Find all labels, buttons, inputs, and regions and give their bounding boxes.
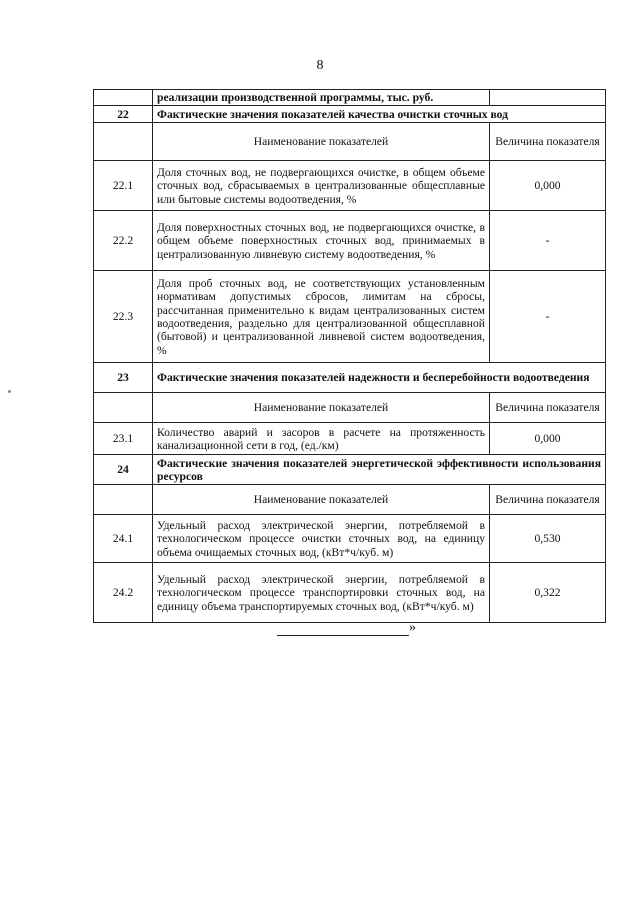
column-header-name: Наименование показателей bbox=[153, 485, 490, 515]
section-number: 22 bbox=[94, 106, 153, 123]
document-end-mark bbox=[277, 620, 416, 636]
section-title: Фактические значения показателей энергетической эффективности использования ресурсов bbox=[153, 455, 606, 485]
table-row bbox=[94, 161, 606, 211]
section-header-row bbox=[94, 455, 606, 485]
empty-cell bbox=[94, 393, 153, 423]
row-number: 22.2 bbox=[94, 211, 153, 271]
column-header-name: Наименование показателей bbox=[153, 393, 490, 423]
row-text: Удельный расход электрической энергии, потребляемой в технологическом процессе транспортировки сточных вод, на единицу объема транспортируемых сточных вод, (кВт*ч/куб. м) bbox=[153, 563, 490, 623]
row-number: 24.1 bbox=[94, 515, 153, 563]
row-value: 0,000 bbox=[490, 161, 606, 211]
page-number: 8 bbox=[316, 58, 324, 73]
row-text: Удельный расход электрической энергии, потребляемой в технологическом процессе очистки сточных вод, на единицу объема очищаемых сточных вод, (кВт*ч/куб. м) bbox=[153, 515, 490, 563]
closing-rule bbox=[277, 621, 409, 636]
row-number: 22.3 bbox=[94, 271, 153, 363]
row-value: 0,322 bbox=[490, 563, 606, 623]
section-header-row bbox=[94, 363, 606, 393]
column-header-name: Наименование показателей bbox=[153, 123, 490, 161]
row-text: Доля сточных вод, не подвергающихся очистке, в общем объеме сточных вод, сбрасываемых в централизованные общесплавные или бытовые системы водоотведения, % bbox=[153, 161, 490, 211]
row-value: - bbox=[490, 271, 606, 363]
section-title: Фактические значения показателей надежности и бесперебойности водоотведения bbox=[153, 363, 606, 393]
section-number: 24 bbox=[94, 455, 153, 485]
section-title: Фактические значения показателей качества очистки сточных вод bbox=[153, 106, 606, 123]
row-text: Доля проб сточных вод, не соответствующих установленным нормативам допустимых сбросов, лимитам на сбросы, рассчитанная применительно к видам централизованных систем водоотведения, раздельно для централизованной общесплавной (бытовой) и централизованной ливневой систем водоотведения, % bbox=[153, 271, 490, 363]
continuation-text: реализации производственной программы, тыс. руб. bbox=[153, 90, 490, 106]
row-text: Количество аварий и засоров в расчете на протяженность канализационной сети в год, (ед./км) bbox=[153, 423, 490, 455]
row-number-cell bbox=[94, 90, 153, 106]
row-number: 24.2 bbox=[94, 563, 153, 623]
column-header-row bbox=[94, 393, 606, 423]
row-text: Доля поверхностных сточных вод, не подвергающихся очистке, в общем объеме поверхностных сточных вод, принимаемых в централизованную ливневую систему водоотведения, % bbox=[153, 211, 490, 271]
closing-quote: » bbox=[409, 620, 416, 635]
column-header-value: Величина показателя bbox=[490, 123, 606, 161]
row-value: 0,530 bbox=[490, 515, 606, 563]
margin-dot bbox=[8, 390, 11, 393]
table-row bbox=[94, 211, 606, 271]
row-number: 22.1 bbox=[94, 161, 153, 211]
section-number: 23 bbox=[94, 363, 153, 393]
column-header-value: Величина показателя bbox=[490, 393, 606, 423]
table-row bbox=[94, 423, 606, 455]
table-row bbox=[94, 271, 606, 363]
row-value: - bbox=[490, 211, 606, 271]
empty-cell bbox=[94, 485, 153, 515]
row-value: 0,000 bbox=[490, 423, 606, 455]
table-row bbox=[94, 515, 606, 563]
column-header-value: Величина показателя bbox=[490, 485, 606, 515]
indicators-table bbox=[93, 89, 606, 623]
section-header-row bbox=[94, 106, 606, 123]
table-row bbox=[94, 90, 606, 106]
value-cell bbox=[490, 90, 606, 106]
empty-cell bbox=[94, 123, 153, 161]
row-number: 23.1 bbox=[94, 423, 153, 455]
column-header-row bbox=[94, 485, 606, 515]
table-row bbox=[94, 563, 606, 623]
column-header-row bbox=[94, 123, 606, 161]
